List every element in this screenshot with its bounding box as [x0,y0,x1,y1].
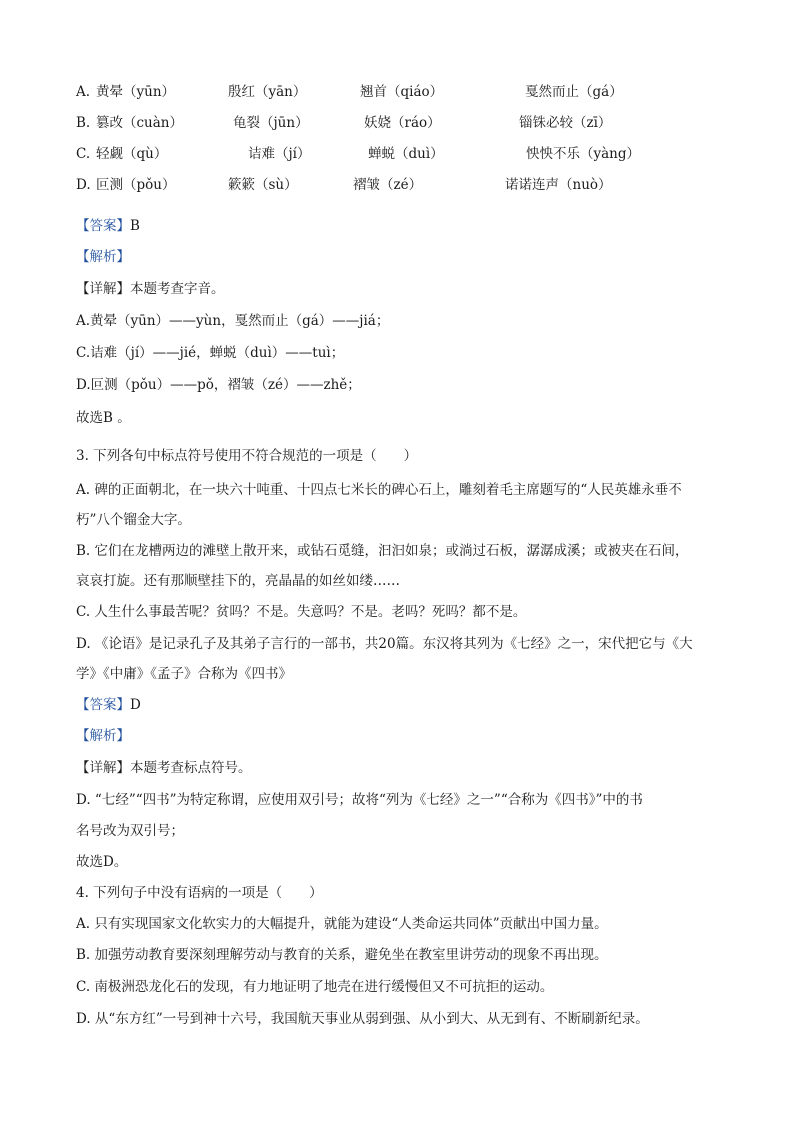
q2-option-a [76,82,726,102]
option-cell: 翘首（qiáo） [360,84,444,100]
q4-question: 4. 下列句子中没有语病的一项是（ ） [76,885,323,901]
option-cell: 殷红（yān） [228,84,307,100]
option-cell: 妖娆（ráo） [364,115,441,131]
option-cell: 褶皱（zé） [353,177,423,193]
q2-detail [76,279,225,299]
q3-option-line: C. 人生什么事最苦呢？贫吗？不是。失意吗？不是。老吗？死吗？都不是。 [76,604,527,620]
option-cell: 怏怏不乐（yàng） [526,146,641,162]
option-label: A. [76,84,91,100]
q3-option-line: A. 碑的正面朝北，在一块六十吨重、十四点七米长的碑心石上，雕刻着毛主席题写的“人民英雄永垂不 [76,482,682,498]
q3-option-line: B. 它们在龙槽两边的滩壁上散开来，或钻石觅缝，汩汩如泉；或淌过石板，潺潺成溪；或被夹在石间， [76,543,689,559]
q3-conclusion: 故选D。 [76,854,128,870]
q3-option-line: 学》《中庸》《孟子》合称为《四书》 [76,666,292,682]
option-cell: 黄晕（yūn） [96,84,176,100]
answer-tag: 【答案】 [76,218,130,234]
answer-value: B [130,218,140,234]
option-cell: 诘难（jí） [248,146,311,162]
q2-option-b [76,113,726,133]
q2-conclusion: 故选B 。 [76,410,131,426]
q2-option-d [76,175,726,195]
q2-analysis-tag: 【解析】 [76,249,130,265]
q3-option-line: 朽”八个镏金大字。 [76,512,191,528]
q3-option-line: 哀哀打旋。还有那顺壁挂下的，亮晶晶的如丝如缕…… [76,573,400,589]
option-cell: 篡改（cuàn） [96,115,183,131]
q2-answer [76,216,140,236]
option-label: B. [76,115,91,131]
answer-tag: 【答案】 [76,697,130,713]
detail-tag: 【详解】 [76,760,130,776]
q4-option-c: C. 南极洲恐龙化石的发现，有力地证明了地壳在进行缓慢但又不可抗拒的运动。 [76,979,554,995]
q3-option-line: D. 《论语》是记录孔子及其弟子言行的一部书，共20篇。东汉将其列为《七经》之一，宋代把它与《大 [76,636,693,652]
detail-text: 本题考查标点符号。 [130,760,252,776]
option-label: D. [76,177,91,193]
option-cell: 叵测（pǒu） [96,177,176,193]
q2-detail-line: A.黄晕（yūn）——yùn，戛然而止（gá）——jiá； [76,313,390,329]
option-cell: 锱铢必较（zī） [519,115,612,131]
option-label: C. [76,146,91,162]
q4-option-a: A. 只有实现国家文化软实力的大幅提升，就能为建设“人类命运共同体”贡献出中国力量。 [76,916,608,932]
q4-option-b: B. 加强劳动教育要深刻理解劳动与教育的关系，避免坐在教室里讲劳动的现象不再出现。 [76,947,608,963]
detail-tag: 【详解】 [76,281,130,297]
q2-option-c [76,144,726,164]
q3-analysis-tag: 【解析】 [76,728,130,744]
option-cell: 龟裂（jūn） [233,115,309,131]
q3-detail-line: D. “七经”“四书”为特定称谓，应使用双引号；故将“列为《七经》之一”“合称为《四书》”中的书 [76,792,643,808]
option-cell: 蝉蜕（duì） [368,146,444,162]
q2-detail-line: C.诘难（jí）——jié，蝉蜕（duì）——tuì； [76,345,345,361]
q2-detail-line: D.叵测（pǒu）——pǒ，褶皱（zé）——zhě； [76,377,361,393]
option-cell: 戛然而止（gá） [525,84,623,100]
option-cell: 轻觑（qù） [96,146,168,162]
q3-answer [76,695,141,715]
q3-detail-line: 名号改为双引号； [76,823,184,839]
q3-question: 3. 下列各句中标点符号使用不符合规范的一项是（ ） [76,448,418,464]
option-cell: 簌簌（sù） [228,177,298,193]
q3-detail [76,758,252,778]
option-cell: 诺诺连声（nuò） [505,177,612,193]
detail-text: 本题考查字音。 [130,281,225,297]
q4-option-d: D. 从“东方红”一号到神十六号，我国航天事业从弱到强、从小到大、从无到有、不断刷新纪录。 [76,1011,649,1027]
answer-value: D [130,697,141,713]
